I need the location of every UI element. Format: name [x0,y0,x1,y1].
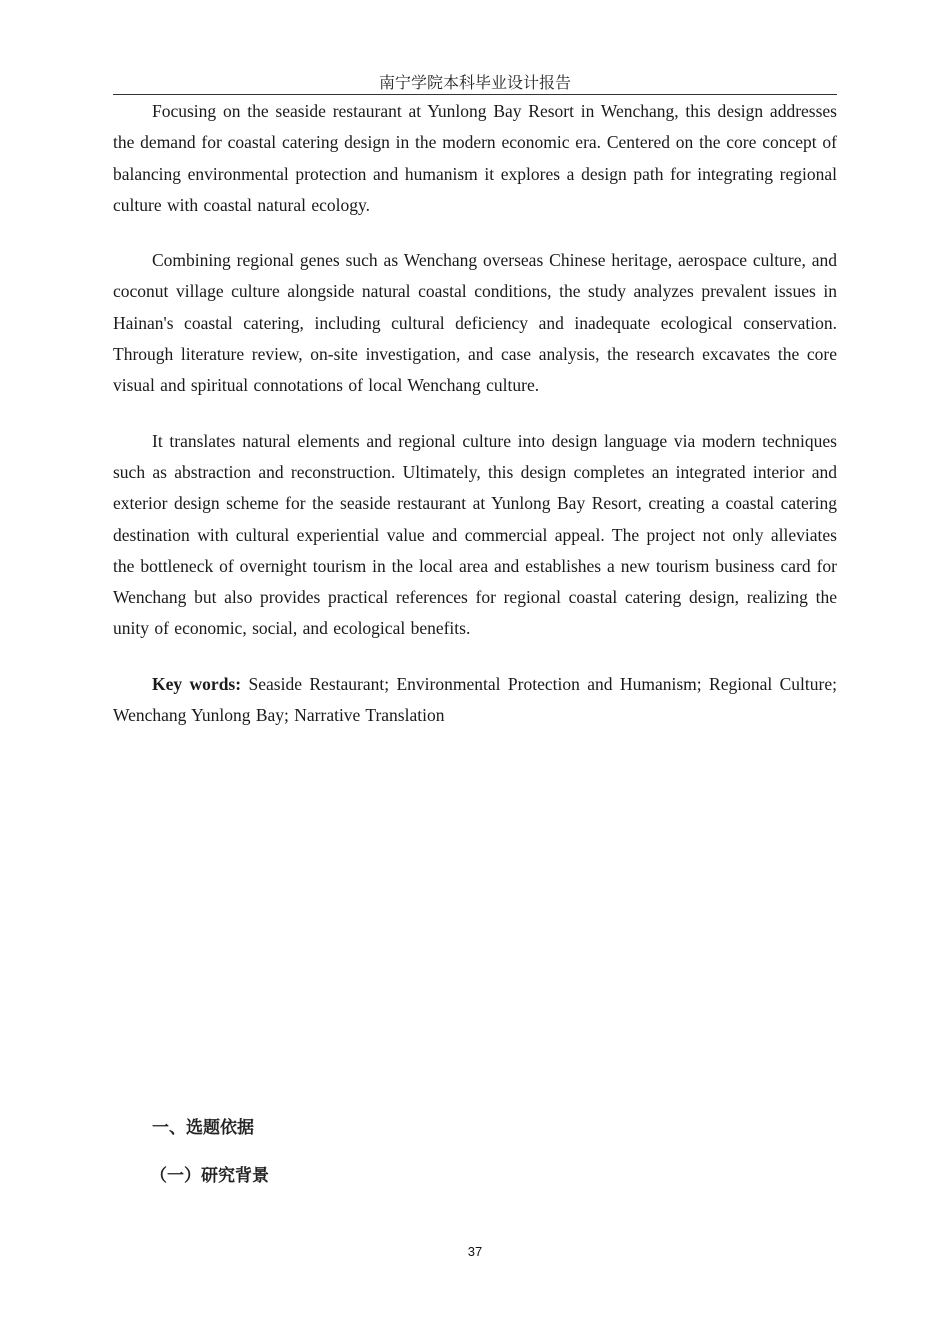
abstract-body [113,96,837,731]
section-heading-topic-basis: 一、选题依据 [152,1118,254,1138]
section-heading-research-background: （一）研究背景 [150,1166,269,1186]
abstract-paragraph-2: Combining regional genes such as Wenchang overseas Chinese heritage, aerospace culture, and coconut village culture alongside natural coastal conditions, the study analyzes prevalent issues in Hainan's coastal catering, including cultural deficiency and inadequate ecological conservation. Through literature review, on-site investigation, and case analysis, the research excavates the core visual and spiritual connotations of local Wenchang culture. [113,250,837,396]
keywords-text: Seaside Restaurant; Environmental Protection and Humanism; Regional Culture; Wenchang Yunlong Bay; Narrative Translation [113,673,837,726]
keywords-line [113,669,837,732]
header-title: 南宁学院本科毕业设计报告 [378,73,571,92]
page-header [113,72,837,95]
abstract-paragraph-1: Focusing on the seaside restaurant at Yunlong Bay Resort in Wenchang, this design addresses the demand for coastal catering design in the modern economic era. Centered on the core concept of balancing environmental protection and humanism it explores a design path for integrating regional culture with coastal natural ecology. [113,101,837,215]
abstract-paragraph-3: It translates natural elements and regional culture into design language via modern techniques such as abstraction and reconstruction. Ultimately, this design completes an integrated interior and exterior design scheme for the seaside restaurant at Yunlong Bay Resort, creating a coastal catering destination with cultural experiential value and commercial appeal. The project not only alleviates the bottleneck of overnight tourism in the local area and establishes a new tourism business card for Wenchang but also provides practical references for regional coastal catering design, realizing the unity of economic, social, and ecological benefits. [113,430,837,639]
keywords-label: Key words: [152,673,242,694]
page-number: 37 [467,1244,483,1259]
